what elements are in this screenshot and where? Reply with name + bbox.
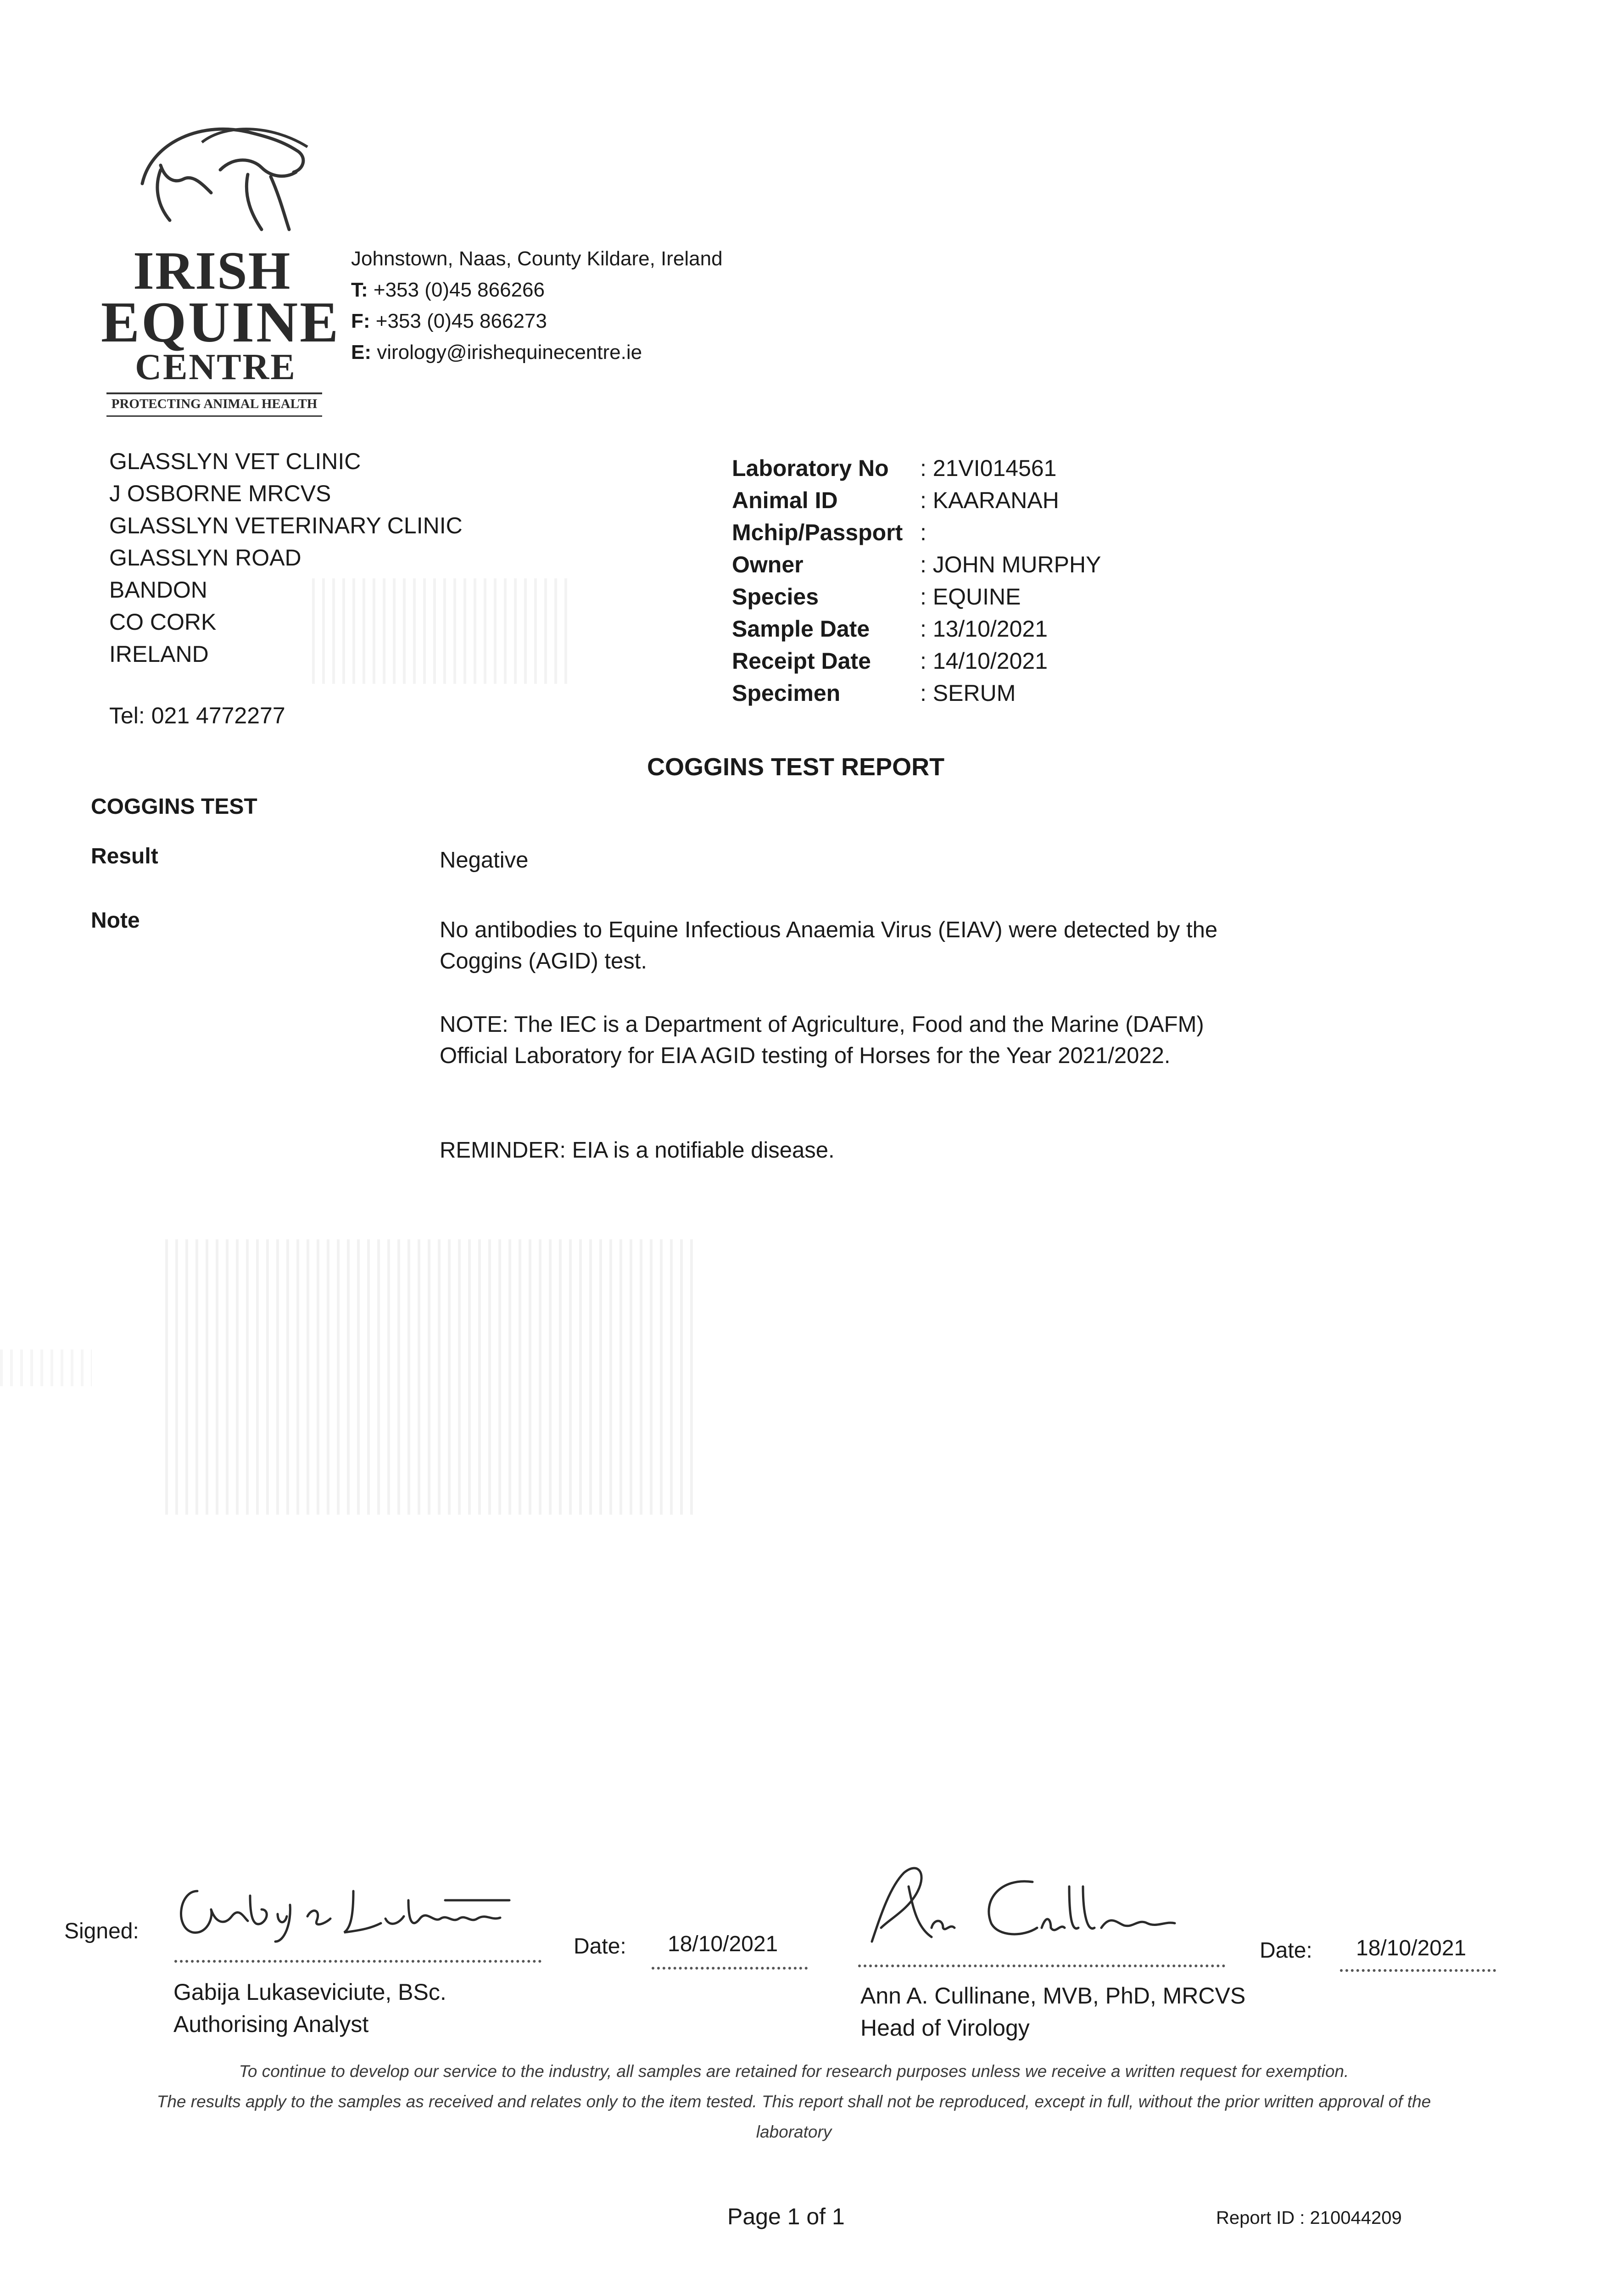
date-label-left: Date: <box>574 1934 626 1959</box>
scan-smudge <box>165 1239 693 1515</box>
recipient-line: GLASSLYN VETERINARY CLINIC <box>109 513 463 538</box>
info-row-animal-id: Animal ID : KAARANAH <box>732 487 1059 513</box>
recipient-line: IRELAND <box>109 641 209 667</box>
logo-word-irish: IRISH <box>133 241 291 301</box>
info-row-owner: Owner : JOHN MURPHY <box>732 552 1101 577</box>
sample-info-table <box>732 452 1101 709</box>
info-row-sample-date: Sample Date : 13/10/2021 <box>732 616 1048 642</box>
page-number: Page 1 of 1 <box>727 2204 845 2229</box>
logo-word-centre: CENTRE <box>135 347 296 387</box>
signatory-left-role: Authorising Analyst <box>173 2011 369 2037</box>
recipient-line: J OSBORNE MRCVS <box>109 481 331 506</box>
date-value-right: 18/10/2021 <box>1356 1936 1467 1960</box>
logo-divider <box>106 392 322 394</box>
result-value: Negative <box>440 848 529 873</box>
footer-disclaimer <box>156 2056 1432 2147</box>
signature-line-right <box>858 1965 1225 1967</box>
contact-fax: F: +353 (0)45 866273 <box>351 310 547 332</box>
scan-smudge <box>0 1349 92 1386</box>
contact-email: E: virology@irishequinecentre.ie <box>351 341 642 364</box>
date-line-right <box>1340 1969 1496 1972</box>
signature-gabija-lukaseviciute <box>170 1873 537 1946</box>
note-label: Note <box>91 908 140 933</box>
contact-phone: T: +353 (0)45 866266 <box>351 279 545 301</box>
contact-block <box>351 243 723 368</box>
info-row-specimen: Specimen : SERUM <box>732 680 1016 706</box>
date-value-left: 18/10/2021 <box>668 1932 778 1956</box>
horse-logo-icon <box>133 115 326 243</box>
logo-tagline: PROTECTING ANIMAL HEALTH <box>111 397 318 411</box>
signatory-right <box>860 1980 1245 2044</box>
result-label: Result <box>91 844 158 868</box>
logo-word-equine: EQUINE <box>101 291 340 354</box>
recipient-line: GLASSLYN VET CLINIC <box>109 448 361 474</box>
note-paragraph-2: NOTE: The IEC is a Department of Agriculture, Food and the Marine (DAFM) Official Laboratory for EIA AGID testing of Horses for the Year 2021/2022. <box>440 1012 1204 1068</box>
recipient-line: BANDON <box>109 577 207 603</box>
logo-divider <box>106 415 322 417</box>
recipient-line: CO CORK <box>109 609 217 635</box>
signed-label: Signed: <box>64 1919 139 1943</box>
recipient-line: GLASSLYN ROAD <box>109 545 301 571</box>
contact-address: Johnstown, Naas, County Kildare, Ireland <box>351 247 723 270</box>
report-id: Report ID : 210044209 <box>1216 2208 1402 2228</box>
info-row-mchip-passport: Mchip/Passport : <box>732 520 926 545</box>
disclaimer-line-1: To continue to develop our service to the industry, all samples are retained for research purposes unless we receive a written request for exemption. <box>239 2062 1349 2081</box>
section-title: COGGINS TEST <box>91 795 257 819</box>
report-title: COGGINS TEST REPORT <box>647 753 945 781</box>
disclaimer-line-2: The results apply to the samples as received and relates only to the item tested. This report shall not be reproduced, except in full, without the prior written approval of the laboratory <box>156 2092 1431 2141</box>
date-label-right: Date: <box>1260 1938 1312 1963</box>
signatory-left <box>173 1976 446 2040</box>
recipient-address <box>109 445 463 670</box>
signatory-left-name: Gabija Lukaseviciute, BSc. <box>173 1979 446 2005</box>
info-row-receipt-date: Receipt Date : 14/10/2021 <box>732 648 1048 674</box>
info-row-species: Species : EQUINE <box>732 584 1021 610</box>
date-line-left <box>652 1967 808 1970</box>
info-row-laboratory-no: Laboratory No : 21VI014561 <box>732 455 1057 481</box>
note-paragraph-1: No antibodies to Equine Infectious Anaemia Virus (EIAV) were detected by the Coggins (AGID) test. <box>440 918 1218 974</box>
signatory-right-role: Head of Virology <box>860 2015 1030 2041</box>
note-paragraph-3: REMINDER: EIA is a notifiable disease. <box>440 1138 835 1163</box>
signature-ann-cullinane <box>854 1859 1202 1951</box>
recipient-tel: Tel: 021 4772277 <box>109 703 285 728</box>
signatory-right-name: Ann A. Cullinane, MVB, PhD, MRCVS <box>860 1983 1246 2009</box>
signature-line-left <box>174 1960 541 1963</box>
